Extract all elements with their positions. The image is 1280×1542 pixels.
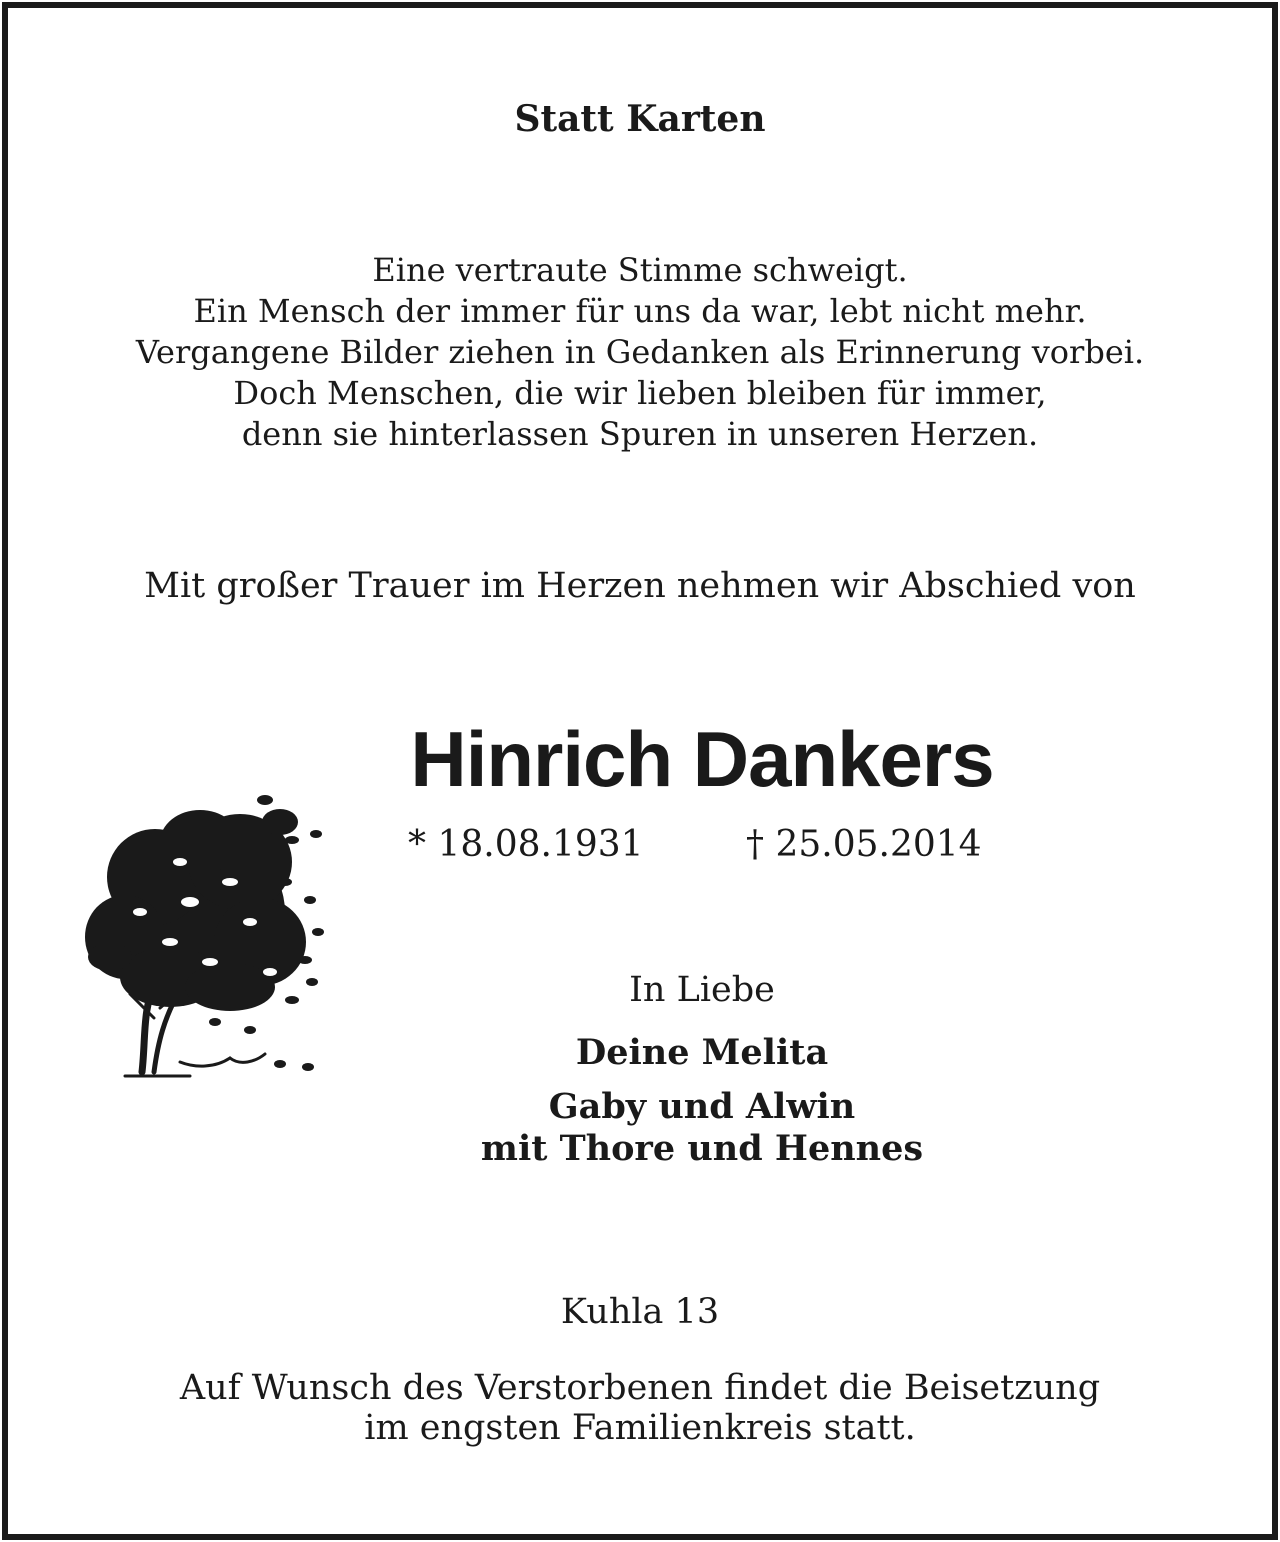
in-love-line: In Liebe: [629, 970, 775, 1010]
heading: Statt Karten: [514, 98, 766, 140]
obituary-frame: [2, 2, 1278, 1540]
poem-line: Doch Menschen, die wir lieben bleiben für immer,: [233, 374, 1047, 412]
mourner-name: Gaby und Alwin: [548, 1086, 856, 1127]
mourner-name: mit Thore und Hennes: [480, 1128, 924, 1169]
burial-note-line: im engsten Familienkreis statt.: [364, 1408, 916, 1448]
deceased-name: Hinrich Dankers: [410, 715, 994, 803]
intro-line: Mit großer Trauer im Herzen nehmen wir Abschied von: [144, 566, 1136, 606]
burial-note-line: Auf Wunsch des Verstorbenen findet die Beisetzung: [179, 1368, 1101, 1408]
poem-line: Vergangene Bilder ziehen in Gedanken als Erinnerung vorbei.: [135, 333, 1145, 371]
poem: [8, 250, 1272, 455]
poem-line: denn sie hinterlassen Spuren in unseren Herzen.: [241, 415, 1039, 453]
address: Kuhla 13: [560, 1292, 720, 1332]
mourner-names: [364, 1086, 1040, 1170]
mourner-name: Deine Melita: [575, 1032, 829, 1073]
burial-note: [8, 1368, 1272, 1448]
poem-line: Ein Mensch der immer für uns da war, lebt nicht mehr.: [193, 292, 1087, 330]
death-date: † 25.05.2014: [746, 824, 982, 865]
birth-date: * 18.08.1931: [408, 824, 644, 865]
poem-line: Eine vertraute Stimme schweigt.: [372, 251, 908, 289]
windblown-tree-icon: [80, 782, 330, 1082]
